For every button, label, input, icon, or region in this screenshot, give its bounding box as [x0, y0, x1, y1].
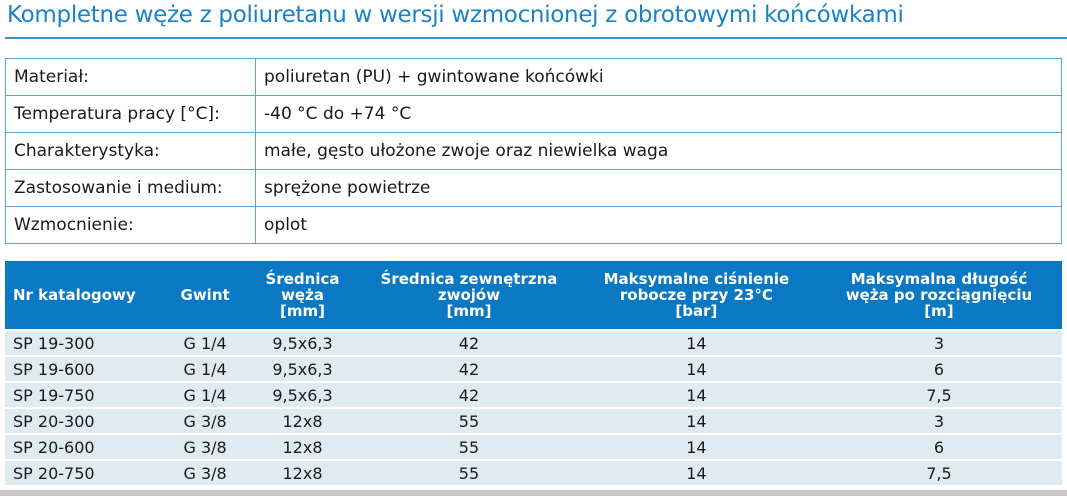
spec-label: Temperatura pracy [°C]:: [6, 96, 256, 133]
table-row: [5, 382, 1062, 408]
spec-value: małe, gęsto ułożone zwoje oraz niewielka waga: [256, 133, 1062, 170]
spec-value: -40 °C do +74 °C: [256, 96, 1062, 133]
column-header: [577, 261, 816, 330]
column-header: [166, 261, 244, 330]
table-header-row: [5, 261, 1062, 330]
column-header: [244, 261, 361, 330]
table-cell: 7,5: [816, 382, 1062, 408]
table-cell: 12x8: [244, 408, 361, 434]
table-cell: G 3/8: [166, 460, 244, 485]
table-row: [5, 408, 1062, 434]
column-header-line: Średnica zewnętrzna: [380, 270, 558, 288]
column-header-line: węża po rozciągnięciu: [845, 286, 1033, 304]
table-cell: 42: [361, 382, 577, 408]
table-cell: SP 20-300: [5, 408, 166, 434]
spec-label: Charakterystyka:: [6, 133, 256, 170]
column-header-line: Nr katalogowy: [13, 286, 136, 304]
table-cell: 14: [577, 434, 816, 460]
spec-row: [6, 96, 1062, 133]
table-cell: 9,5x6,3: [244, 330, 361, 356]
bottom-bar: [0, 490, 1067, 496]
column-header-line: robocze przy 23°C: [619, 286, 773, 304]
table-cell: 55: [361, 408, 577, 434]
spec-row: [6, 59, 1062, 96]
table-cell: 6: [816, 434, 1062, 460]
column-header-line: [m]: [924, 302, 954, 320]
table-row: [5, 356, 1062, 382]
table-cell: 9,5x6,3: [244, 382, 361, 408]
product-table: [5, 261, 1062, 485]
table-cell: 9,5x6,3: [244, 356, 361, 382]
table-cell: SP 19-300: [5, 330, 166, 356]
spec-row: [6, 133, 1062, 170]
spec-label: Zastosowanie i medium:: [6, 170, 256, 207]
table-cell: G 3/8: [166, 408, 244, 434]
column-header: [5, 261, 166, 330]
table-cell: 42: [361, 356, 577, 382]
spec-value: sprężone powietrze: [256, 170, 1062, 207]
table-cell: 14: [577, 330, 816, 356]
spec-row: [6, 170, 1062, 207]
table-row: [5, 434, 1062, 460]
spec-value: oplot: [256, 207, 1062, 244]
spec-table: [5, 58, 1062, 244]
table-cell: 12x8: [244, 460, 361, 485]
table-row: [5, 330, 1062, 356]
table-cell: G 1/4: [166, 356, 244, 382]
table-cell: 14: [577, 356, 816, 382]
table-cell: SP 20-600: [5, 434, 166, 460]
column-header-line: Gwint: [180, 286, 230, 304]
table-cell: 3: [816, 408, 1062, 434]
table-row: [5, 460, 1062, 485]
column-header-line: [mm]: [280, 302, 325, 320]
spec-label: Wzmocnienie:: [6, 207, 256, 244]
table-cell: 14: [577, 382, 816, 408]
table-cell: SP 19-600: [5, 356, 166, 382]
column-header-line: [bar]: [675, 302, 718, 320]
table-cell: SP 20-750: [5, 460, 166, 485]
column-header-line: Maksymalne ciśnienie: [603, 270, 790, 288]
table-cell: 14: [577, 408, 816, 434]
column-header-line: zwojów: [437, 286, 501, 304]
table-cell: 6: [816, 356, 1062, 382]
column-header-line: węża: [281, 286, 324, 304]
page-title: Kompletne węże z poliuretanu w wersji wzmocnionej z obrotowymi końcówkami: [7, 2, 904, 28]
table-cell: G 1/4: [166, 330, 244, 356]
title-divider: [5, 37, 1067, 39]
column-header-line: Średnica: [265, 270, 340, 288]
column-header: [361, 261, 577, 330]
spec-value: poliuretan (PU) + gwintowane końcówki: [256, 59, 1062, 96]
table-cell: SP 19-750: [5, 382, 166, 408]
column-header-line: Maksymalna długość: [850, 270, 1028, 288]
table-cell: 3: [816, 330, 1062, 356]
table-cell: G 3/8: [166, 434, 244, 460]
table-cell: 55: [361, 434, 577, 460]
column-header-line: [mm]: [446, 302, 492, 320]
table-cell: 14: [577, 460, 816, 485]
table-cell: 12x8: [244, 434, 361, 460]
spec-row: [6, 207, 1062, 244]
table-cell: 55: [361, 460, 577, 485]
table-cell: 7,5: [816, 460, 1062, 485]
table-cell: G 1/4: [166, 382, 244, 408]
spec-label: Materiał:: [6, 59, 256, 96]
column-header: [816, 261, 1062, 330]
table-cell: 42: [361, 330, 577, 356]
